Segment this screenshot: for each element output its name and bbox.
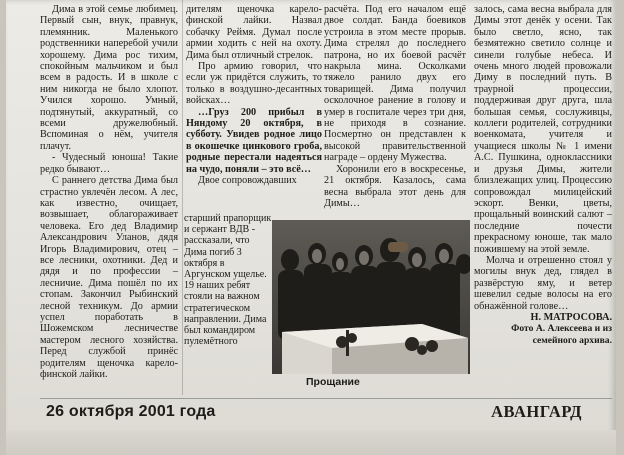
photo-caption: Прощание	[306, 376, 360, 388]
paragraph: …Груз 200 прибыл в Няндому 20 октября, в субботу. Увидев родное лицо в окошечке цинкового гроба, родные перестали надеяться на чудо, поняли – это всё…	[186, 106, 322, 175]
paragraph: С раннего детства Дима был страстно увлечён лесом. А лес, как известно, очищает, возвышает, облагораживает человека. Его дед Владимир Александрович Уланов, дядя Игорь Владимирович, отец – все лесники, охотники. Дед и дядя и по профессии – лесничие. Дима пошёл по их стопам. Закончил Рыбинский лесной техникум. До армии успел поработать в Шожемском лесничестве мастером лесного хозяйства. Перед службой принёс родителям щеночка карело-финской лайки.	[40, 175, 178, 380]
paragraph: залось, сама весна выбрала для Димы этот денёк у осени. Так было светло, ясно, так безмятежно светило солнце и синели голубые небеса. И очень много людей провожали Диму в последний путь. В траурной процессии, поддерживая друг друга, шла большая семья, сослуживцы, коллеги родителей, сотрудники военкомата, учителя и учащиеся школы № 1 имени А.С. Пушкина, одноклассники и друзья Димы, жители близлежащих улиц. Процессию сопровождал милицейский эскорт. Венки, цветы, прощальный воинский салют – последние почести прекрасному юноше, так мало пожившему на этой земле.	[474, 4, 612, 255]
page-bottom-edge	[6, 430, 616, 455]
paragraph: Про армию говорил, что если уж придётся служить, то только в воздушно-десантных войсках…	[186, 61, 322, 107]
paragraph: Фото А. Алексеева и из семейного архива.	[511, 323, 612, 346]
newspaper-page	[6, 0, 616, 455]
paragraph: Молча и отрешенно стоял у могилы внук дед, глядел в развёрстую яму, и ветер шевелил седые волосы на его обнажённой голове…	[474, 254, 612, 312]
article-column-2	[186, 4, 322, 214]
paragraph: старший прапорщик и сержант ВДВ - рассказали, что Дима погиб 3 октября в Аргунском ущелье. 19 наших ребят стояли на важном стратегическом направлении. Дима был командиром пулемётного	[184, 213, 272, 348]
column-divider	[182, 0, 183, 395]
page-footer	[40, 398, 612, 425]
paragraph: дителям щеночка карело-финской лайки. Назвал собачку Реймя. Думал после армии ходить с ней на охоту. Дима был отличный стрелок.	[186, 4, 322, 61]
paragraph: расчёта. Под его началом ещё двое солдат. Банда боевиков устроила в этом месте прорыв. Дима стрелял до последнего патрона, но их боевой расчёт накрыла мина. Осколками тяжело ранило двух его товарищей. Дима получил осколочное ранение в голову и умер в госпитале через три дня, не приходя в сознание. Посмертно он представлен к высокой правительственной награде – ордену Мужества.	[324, 4, 466, 164]
paragraph: Дима в этой семье любимец. Первый сын, внук, правнук, племянник. Маленького родственники наперебой учили хорошему. Дима рос тихим, спокойным мальчиком и был всем в радость. И в школе с ним никогда не было хлопот. Учился хорошо. Умный, подтянутый, аккуратный, со всеми дружелюбный. Вспоминая о нём, учителя плачут.	[40, 4, 178, 152]
newspaper-name: АВАНГАРД	[491, 402, 582, 421]
article-column-1	[40, 4, 178, 396]
funeral-photo	[272, 220, 470, 374]
paragraph: Н. МАТРОСОВА.	[530, 311, 612, 323]
issue-date: 26 октября 2001 года	[46, 403, 216, 420]
paragraph: - Чудесный юноша! Такие редко бывают…	[40, 152, 178, 175]
article-column-2-lower	[184, 213, 272, 389]
paragraph: Хоронили его в воскресенье, 21 октября. Казалось, сама весна выбрала этот день для Димы…	[324, 163, 466, 209]
article-column-3	[324, 4, 466, 218]
article-column-4	[474, 4, 612, 396]
paragraph: Двое сопровождавших	[198, 175, 297, 187]
